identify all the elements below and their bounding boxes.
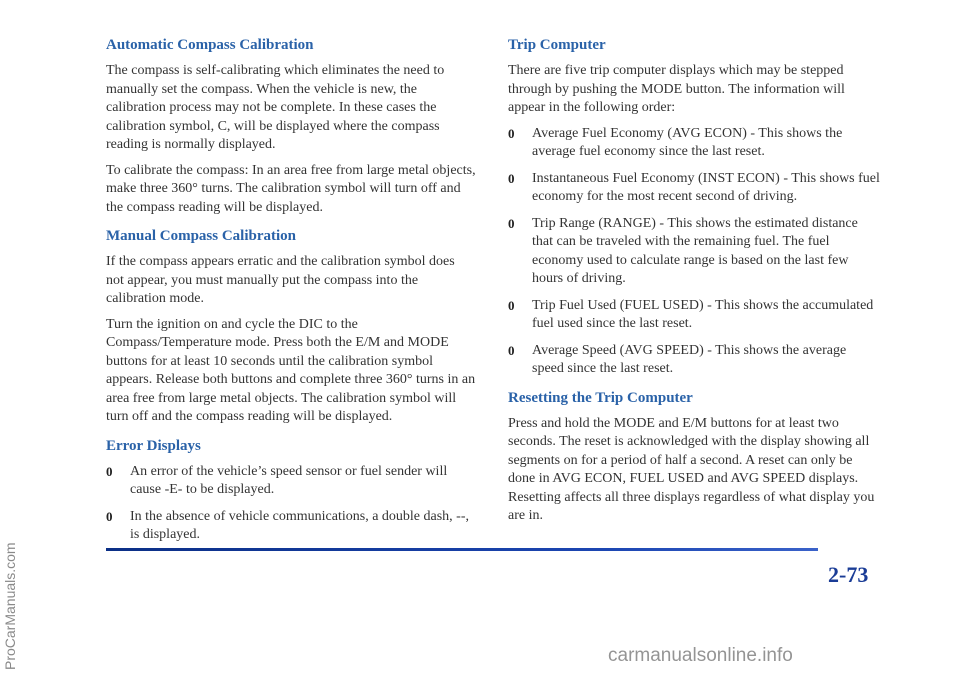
paragraph-manual-1: If the compass appears erratic and the calibration symbol does not appear, you must manually put the compass into the calibration mode.: [106, 254, 455, 306]
bullet-icon: 0: [106, 463, 113, 479]
list-item: [508, 125, 880, 162]
bullet-icon: 0: [508, 342, 515, 358]
paragraph-auto-1: The compass is self-calibrating which eliminates the need to manually set the compass. When the vehicle is new, the calibration process may not be complete. In these cases the calibration symbol, C, will be displayed where the compass reading is normally displayed.: [106, 63, 445, 152]
side-watermark: [2, 130, 20, 690]
list-item-text: Instantaneous Fuel Economy (INST ECON) - This shows fuel economy for the most recent second of driving.: [532, 170, 880, 204]
heading-resetting-trip-computer: Resetting the Trip Computer: [508, 389, 693, 406]
list-item-text: An error of the vehicle’s speed sensor or fuel sender will cause -E- to be displayed.: [130, 463, 448, 497]
bottom-watermark: carmanualsonline.info: [608, 645, 793, 666]
heading-automatic-compass-calibration: Automatic Compass Calibration: [106, 37, 314, 53]
bullet-icon: 0: [508, 215, 515, 231]
list-item: [106, 463, 476, 500]
list-item: [106, 508, 476, 545]
bullet-icon: 0: [508, 125, 515, 141]
list-item: [508, 215, 880, 289]
paragraph-auto-2: To calibrate the compass: In an area free from large metal objects, make three 360° turns. The calibration symbol will turn off and the compass reading will be displayed.: [106, 162, 476, 215]
bullet-icon: 0: [508, 170, 515, 186]
bullet-icon: 0: [106, 508, 113, 524]
page-number: 2-73: [828, 562, 869, 587]
list-item-text: Average Speed (AVG SPEED) - This shows the average speed since the last reset.: [532, 342, 847, 376]
list-item: [508, 342, 880, 379]
right-column: [508, 36, 880, 533]
list-item: [508, 297, 880, 334]
heading-trip-computer: Trip Computer: [508, 37, 606, 53]
list-item-text: Average Fuel Economy (AVG ECON) - This shows the average fuel economy since the last reset.: [532, 125, 843, 159]
paragraph-manual-2: Turn the ignition on and cycle the DIC to the Compass/Temperature mode. Press both the E/M and MODE buttons for at least 10 seconds until the calibration symbol appears. Release both buttons and complete three 360° turns in an area free from large metal objects. The calibration symbol will turn off and the compass reading will be displayed.: [106, 316, 476, 424]
footer-rule: [106, 548, 818, 551]
heading-manual-compass-calibration: Manual Compass Calibration: [106, 228, 297, 244]
list-item: [508, 170, 880, 207]
list-item-text: Trip Fuel Used (FUEL USED) - This shows the accumulated fuel used since the last reset.: [532, 297, 874, 331]
heading-error-displays: Error Displays: [106, 437, 201, 454]
side-watermark-text: ProCarManuals.com: [2, 542, 18, 670]
paragraph-trip-intro: There are five trip computer displays which may be stepped through by pushing the MODE button. The information will appear in the following order:: [508, 63, 845, 115]
bullet-icon: 0: [508, 297, 515, 313]
list-item-text: Trip Range (RANGE) - This shows the estimated distance that can be traveled with the remaining fuel. The fuel economy used to calculate range is based on the last few hours of driving.: [532, 215, 858, 286]
list-item-text: In the absence of vehicle communications, a double dash, --, is displayed.: [130, 508, 469, 542]
left-column: [106, 36, 476, 554]
trip-list: [508, 125, 880, 379]
paragraph-reset: Press and hold the MODE and E/M buttons for at least two seconds. The reset is acknowledged with the display showing all segments on for a period of half a second. A reset can only be done in AVG ECON, FUEL USED and AVG SPEED displays. Resetting affects all three displays regardless of what display you are in.: [508, 415, 875, 523]
error-list: [106, 463, 476, 545]
